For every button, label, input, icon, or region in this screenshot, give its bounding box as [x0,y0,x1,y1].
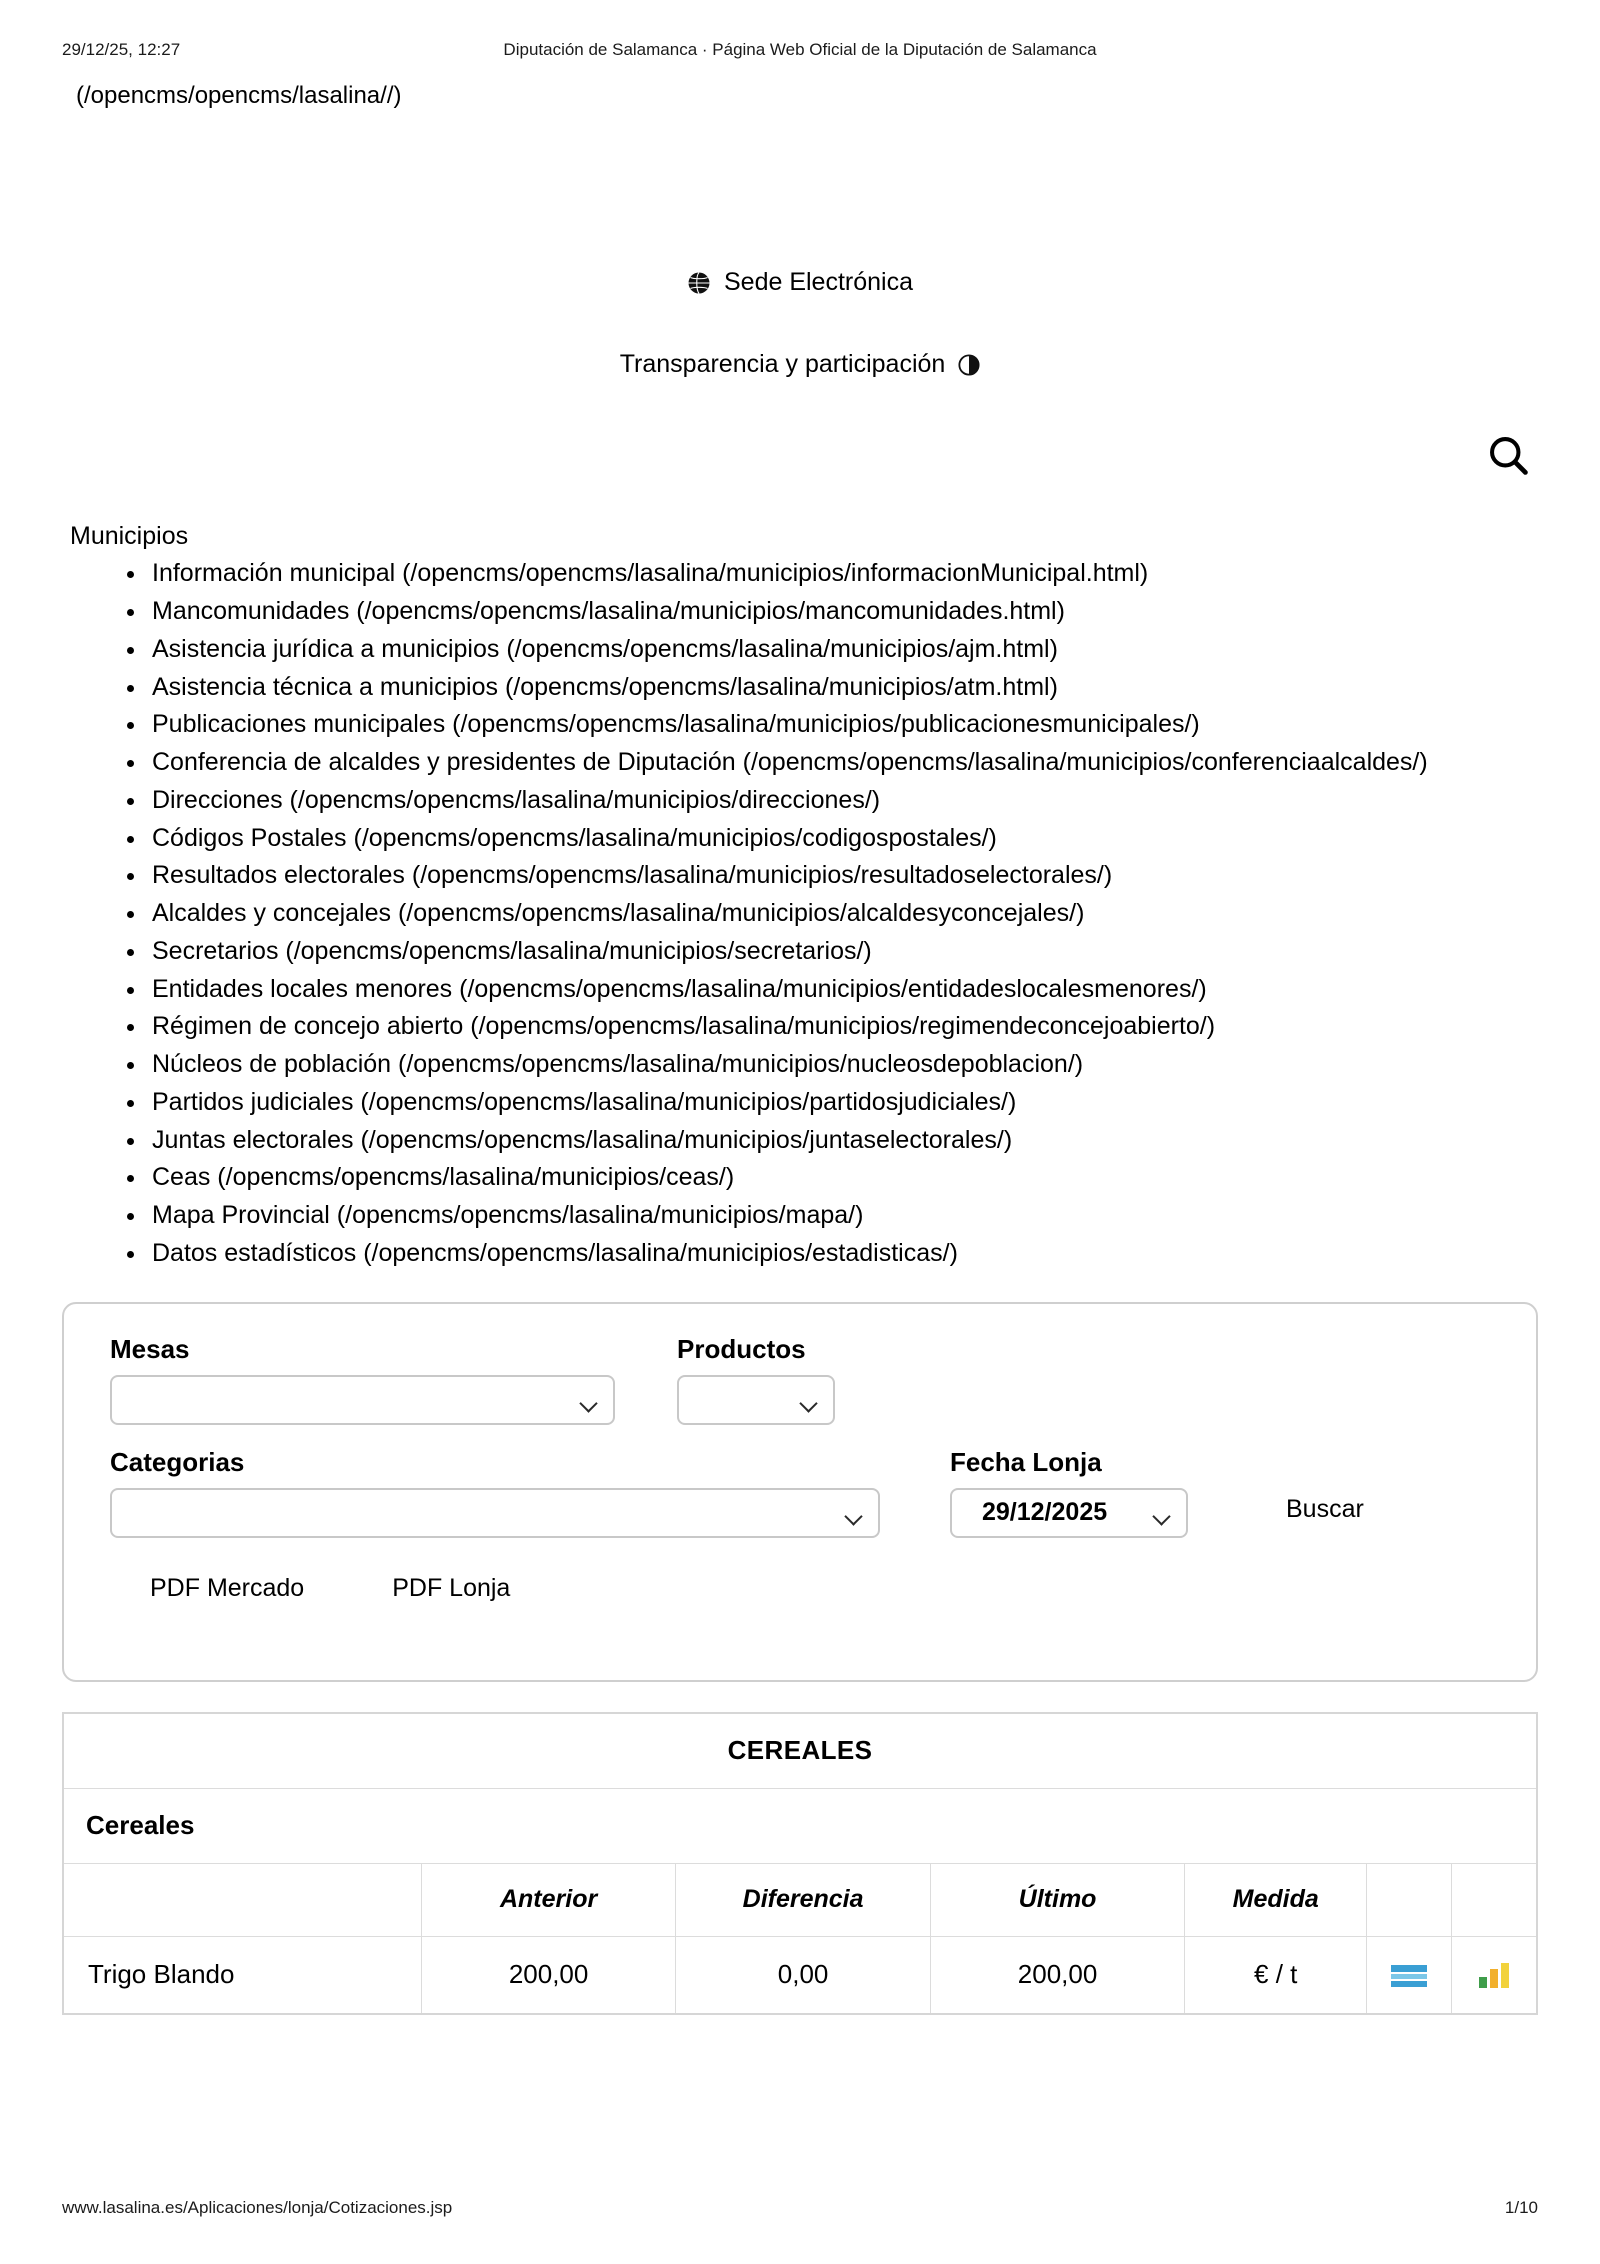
categorias-select[interactable] [110,1488,880,1538]
list-item[interactable]: • Direcciones (/opencms/opencms/lasalina/municipios/direcciones/) [148,783,1538,819]
header-cell-ultimo: Último [930,1863,1184,1936]
municipios-link-list [62,556,1538,1271]
productos-select[interactable] [677,1375,835,1425]
list-item[interactable]: • Juntas electorales (/opencms/opencms/lasalina/municipios/juntaselectorales/) [148,1123,1538,1159]
cotizaciones-table [62,1712,1538,2015]
header-cell-icon1 [1367,1863,1452,1936]
breadcrumb[interactable]: (/opencms/opencms/lasalina//) [76,82,402,109]
list-item[interactable]: • Alcaldes y concejales (/opencms/opencms/lasalina/municipios/alcaldesyconcejales/) [148,896,1538,932]
header-cell-blank [63,1863,421,1936]
form-row-2 [110,1447,1490,1538]
productos-label: Productos [677,1333,806,1364]
list-item[interactable]: • Partidos judiciales (/opencms/opencms/lasalina/municipios/partidosjudiciales/) [148,1085,1538,1121]
lonja-search-form [62,1302,1538,1682]
table-header-row [63,1863,1537,1936]
list-item[interactable]: • Asistencia técnica a municipios (/opencms/opencms/lasalina/municipios/atm.html) [148,670,1538,706]
header-cell-anterior: Anterior [421,1863,675,1936]
nav-transparencia-label: Transparencia y participación [619,349,946,378]
list-item[interactable]: • Datos estadísticos (/opencms/opencms/lasalina/municipios/estadisticas/) [148,1236,1538,1272]
categorias-field [110,1447,880,1538]
pdf-mercado-link[interactable]: PDF Mercado [150,1573,305,1602]
categorias-label: Categorias [110,1446,245,1477]
print-header [62,40,1538,62]
list-item[interactable]: • Resultados electorales (/opencms/opencms/lasalina/municipios/resultadoselectorales/) [148,858,1538,894]
section-label-municipios: Municipios [70,522,189,551]
print-date: 29/12/25, 12:27 [62,40,181,59]
footer-url: www.lasalina.es/Aplicaciones/lonja/Cotizaciones.jsp [62,2198,453,2217]
table-row [63,1936,1537,2014]
list-item[interactable]: • Régimen de concejo abierto (/opencms/opencms/lasalina/municipios/regimendeconcejoabierto/) [148,1009,1538,1045]
cell-diferencia: 0,00 [676,1936,930,2014]
list-item[interactable]: • Secretarios (/opencms/opencms/lasalina/municipios/secretarios/) [148,934,1538,970]
table-title: CEREALES [63,1713,1537,1789]
header-cell-icon2 [1452,1863,1537,1936]
list-item[interactable]: • Conferencia de alcaldes y presidentes de Diputación (/opencms/opencms/lasalina/municipios/conferenciaalcaldes/) [148,745,1538,781]
top-nav [62,264,1538,383]
fecha-lonja-value: 29/12/2025 [982,1498,1108,1527]
pdf-links [110,1574,1490,1603]
mesas-field [110,1334,615,1425]
list-item[interactable]: • Publicaciones municipales (/opencms/opencms/lasalina/municipios/publicacionesmunicipales/) [148,707,1538,743]
cell-medida: € / t [1185,1936,1367,2014]
nav-transparencia[interactable] [62,346,1538,384]
fecha-lonja-field [950,1447,1188,1538]
productos-field [677,1334,835,1425]
globe-icon [687,271,711,295]
cell-anterior: 200,00 [421,1936,675,2014]
list-item[interactable]: • Ceas (/opencms/opencms/lasalina/municipios/ceas/) [148,1160,1538,1196]
cell-product-name: Trigo Blando [63,1936,421,2014]
cell-ultimo: 200,00 [930,1936,1184,2014]
mesas-select[interactable] [110,1375,615,1425]
table-title-row [63,1713,1537,1789]
search-row [62,423,1538,485]
table-subtitle: Cereales [63,1788,1537,1863]
search-icon[interactable] [1486,433,1530,482]
print-title: Diputación de Salamanca · Página Web Oficial de la Diputación de Salamanca [503,40,1097,59]
pdf-lonja-link[interactable]: PDF Lonja [392,1573,511,1602]
page-content [62,80,1538,2015]
list-item[interactable]: • Códigos Postales (/opencms/opencms/lasalina/municipios/codigospostales/) [148,821,1538,857]
chart-bar-icon[interactable] [1452,1936,1537,2014]
contrast-icon [958,354,980,376]
table-subtitle-row [63,1788,1537,1863]
fecha-lonja-label: Fecha Lonja [950,1446,1102,1477]
nav-sede-electronica[interactable] [62,264,1538,302]
print-footer [62,2198,1538,2220]
header-cell-medida: Medida [1185,1863,1367,1936]
list-item[interactable]: • Información municipal (/opencms/opencms/lasalina/municipios/informacionMunicipal.html) [148,556,1538,592]
list-item[interactable]: • Mancomunidades (/opencms/opencms/lasalina/municipios/mancomunidades.html) [148,594,1538,630]
form-row-1 [110,1334,1490,1425]
nav-sede-label: Sede Electrónica [723,268,913,297]
list-item[interactable]: • Núcleos de población (/opencms/opencms/lasalina/municipios/nucleosdepoblacion/) [148,1047,1538,1083]
footer-page-number: 1/10 [1504,2198,1538,2217]
history-table-icon[interactable] [1367,1936,1452,2014]
mesas-label: Mesas [110,1333,190,1364]
list-item[interactable]: • Asistencia jurídica a municipios (/opencms/opencms/lasalina/municipios/ajm.html) [148,632,1538,668]
header-cell-diferencia: Diferencia [676,1863,930,1936]
list-item[interactable]: • Entidades locales menores (/opencms/opencms/lasalina/municipios/entidadeslocalesmenores/) [148,972,1538,1008]
fecha-lonja-select[interactable] [950,1488,1188,1538]
buscar-button[interactable]: Buscar [1286,1494,1364,1523]
list-item[interactable]: • Mapa Provincial (/opencms/opencms/lasalina/municipios/mapa/) [148,1198,1538,1234]
